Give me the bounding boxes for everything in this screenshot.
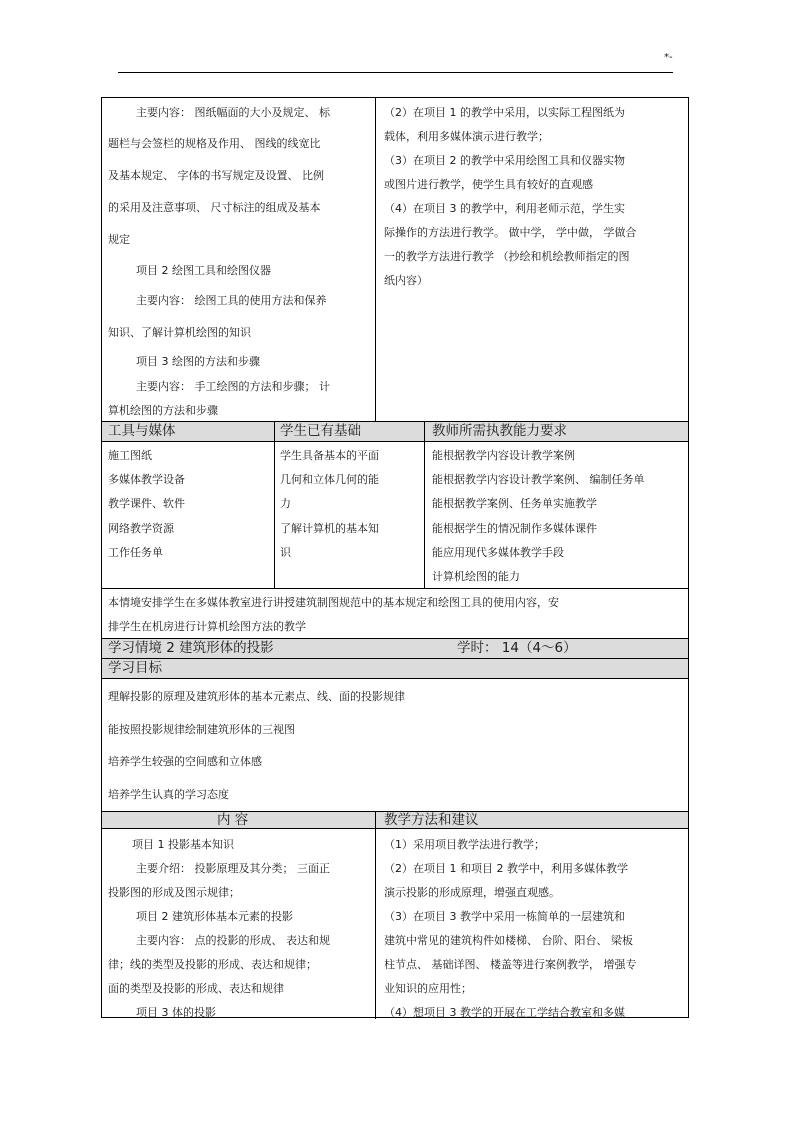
method-line: （3）在项目 3 教学中采用一栋简单的一层建筑和 [384,910,625,923]
rule [102,421,688,422]
rule [424,421,425,588]
method-line: （3）在项目 2 的教学中采用绘图工具和仪器实物 [384,154,625,167]
basis-line: 学生具备基本的平面 [280,449,379,462]
method-line: 载体，利用多媒体演示进行教学； [384,130,549,143]
method-line: （1）采用项目教学法进行教学； [384,838,545,851]
rule [375,98,376,421]
content-line: 的采用及注意事项、 尺寸标注的组成及基本 [108,201,321,214]
rule [102,678,688,679]
content-line: 投影图的形成及图示规律； [108,886,240,899]
content-line: 主要内容： 绘图工具的使用方法和保养 [136,294,327,307]
content-line: 项目 3 体的投影 [136,1006,216,1019]
content-line: 算机绘图的方法和步骤 [108,404,218,417]
section2-title: 学习情境 2 建筑形体的投影 [108,640,274,656]
header-rule [118,72,673,73]
method-line: 一的教学方法进行教学 （抄绘和机绘教师指定的图 [384,250,630,263]
content-line: 项目 1 投影基本知识 [132,838,234,851]
content-line: 知识、了解计算机绘图的知识 [108,326,251,339]
method-header: 教学方法和建议 [384,812,479,828]
basis-line: 了解计算机的基本知 [280,522,379,535]
content-line: 主要内容： 图纸幅面的大小及规定、 标 [136,106,330,119]
tools-item: 教学课件、软件 [108,497,185,510]
method-line: 建筑中常见的建筑构件如楼梯、 台阶、阳台、 梁板 [384,934,633,947]
course-table [101,97,689,1018]
goals-header: 学习目标 [108,660,162,676]
method-line: 演示投影的形成原理，增强直观感。 [384,886,560,899]
content-line: 项目 2 绘图工具和绘图仪器 [136,264,271,277]
basis-line: 几何和立体几何的能 [280,473,379,486]
rule [102,588,688,589]
content-line: 律；线的类型及投影的形成、表达和规律； [108,958,317,971]
rule [274,421,275,588]
teacher-header: 教师所需执教能力要求 [432,423,567,439]
basis-line: 识 [280,546,291,559]
page-mark: *- [664,52,673,63]
method-line: 际操作的方法进行教学。 做中学， 学中做， 学做合 [384,226,637,239]
header-band-tools [102,421,688,441]
tools-item: 工作任务单 [108,546,163,559]
method-line: （2）在项目 1 的教学中采用，以实际工程图纸为 [384,106,625,119]
goal-line: 培养学生认真的学习态度 [108,788,229,801]
rule [102,658,688,659]
goal-line: 理解投影的原理及建筑形体的基本元素点、线、面的投影规律 [108,690,405,703]
content-line: 项目 2 建筑形体基本元素的投影 [136,910,293,923]
content-header: 内 容 [217,812,249,828]
content-line: 题栏与会签栏的规格及作用、 图线的线宽比 [108,137,321,150]
teacher-line: 能根据教学内容设计教学案例 [432,449,575,462]
teacher-line: 计算机绘图的能力 [432,570,520,583]
content-line: 及基本规定、 字体的书写规定及设置、 比例 [108,169,324,182]
method-line: 纸内容） [384,274,428,287]
content-line: 主要内容： 点的投影的形成、 表达和规 [136,934,330,947]
tools-header: 工具与媒体 [108,423,176,439]
content-line: 面的类型及投影的形成、表达和规律 [108,982,284,995]
basis-line: 力 [280,497,291,510]
content-line: 项目 3 绘图的方法和步骤 [136,355,260,368]
basis-header: 学生已有基础 [280,423,361,439]
teacher-line: 能应用现代多媒体教学手段 [432,546,564,559]
tools-item: 施工图纸 [108,449,152,462]
arrangement-line: 排学生在机房进行计算机绘图方法的教学 [108,620,306,633]
goal-line: 能按照投影规律绘制建筑形体的三视图 [108,723,295,736]
rule [375,811,376,1019]
method-line: （4）在项目 3 的教学中，利用老师示范，学生实 [384,202,625,215]
method-line: 或图片进行教学，使学生具有较好的直观感 [384,178,593,191]
section2-hours: 学时： 14（4～6） [457,640,577,656]
method-line: 业知识的应用性； [384,982,472,995]
method-line: （2）在项目 1 和项目 2 教学中，利用多媒体教学 [384,862,628,875]
tools-item: 网络教学资源 [108,522,174,535]
content-line: 主要内容： 手工绘图的方法和步骤； 计 [136,380,330,393]
method-line: 柱节点、 基础详图、 楼盖等进行案例教学， 增强专 [384,958,637,971]
teacher-line: 能根据教学内容设计教学案例、 编制任务单 [432,473,645,486]
goal-line: 培养学生较强的空间感和立体感 [108,755,262,768]
arrangement-line: 本情境安排学生在多媒体教室进行讲授建筑制图规范中的基本规定和绘图工具的使用内容，安 [108,596,559,609]
teacher-line: 能根据教学案例、任务单实施教学 [432,497,597,510]
content-line: 规定 [108,233,130,246]
method-line: （4）想项目 3 教学的开展在工学结合教室和多媒 [384,1006,625,1019]
rule [102,441,688,442]
content-line: 主要介绍： 投影原理及其分类； 三面正 [136,862,330,875]
teacher-line: 能根据学生的情况制作多媒体课件 [432,522,597,535]
tools-item: 多媒体教学设备 [108,473,185,486]
